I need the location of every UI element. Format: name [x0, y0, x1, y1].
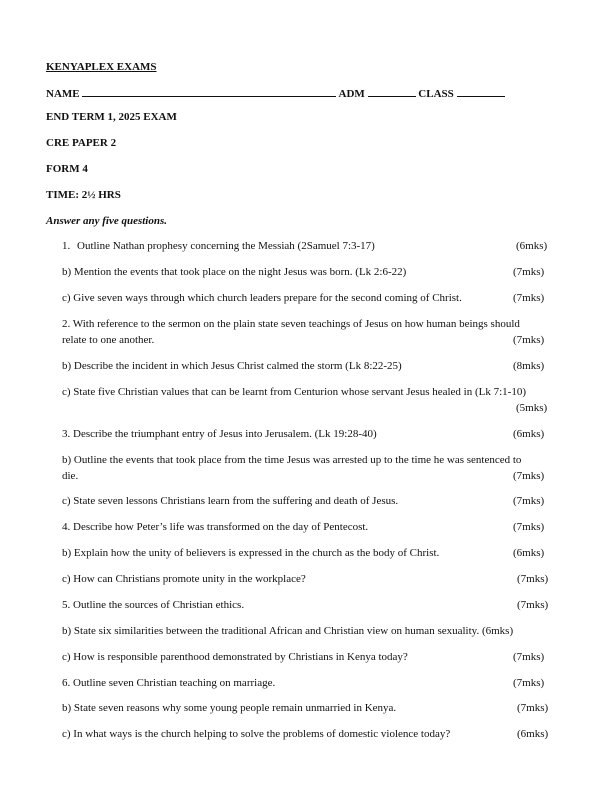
- question-item: c) How is responsible parenthood demonstrated by Christians in Kenya today?: [62, 651, 408, 663]
- question-marks: (7mks): [513, 677, 545, 689]
- question-marks: (7mks): [517, 573, 549, 585]
- question-item: b) Outline the events that took place from the time Jesus was arrested up to the time he was sentenced to: [62, 454, 522, 466]
- question-item: b) Mention the events that took place on the night Jesus was born. (Lk 2:6-22): [62, 266, 407, 278]
- question-marks: (6mks): [513, 547, 545, 559]
- class-field[interactable]: [457, 87, 505, 97]
- question-item: 5. Outline the sources of Christian ethics.: [62, 599, 245, 611]
- question-marks: (7mks): [513, 470, 545, 482]
- name-field[interactable]: [82, 87, 336, 97]
- question-item: c) State five Christian values that can be learnt from Centurion whose servant Jesus healed in (Lk 7:1-10): [62, 386, 527, 398]
- question-item: [62, 240, 375, 253]
- question-item: b) Describe the incident in which Jesus Christ calmed the storm (Lk 8:22-25): [62, 360, 402, 372]
- question-item: c) Give seven ways through which church leaders prepare for the second coming of Christ.: [62, 292, 462, 304]
- time-label: TIME: 2½ HRS: [46, 189, 121, 201]
- question-marks: (8mks): [513, 360, 545, 372]
- question-item: b) State seven reasons why some young people remain unmarried in Kenya.: [62, 702, 397, 714]
- question-item-continued: relate to one another.: [62, 334, 155, 346]
- question-item: c) State seven lessons Christians learn from the suffering and death of Jesus.: [62, 495, 399, 507]
- question-item-continued: die.: [62, 470, 79, 482]
- question-number: 1.: [62, 240, 71, 252]
- question-item: c) In what ways is the church helping to solve the problems of domestic violence today?: [62, 728, 451, 740]
- adm-label: ADM: [338, 88, 365, 100]
- question-text: b) State six similarities between the traditional African and Christian view on human sexuality.: [62, 625, 480, 637]
- question-marks: (6mks): [517, 728, 549, 740]
- question-marks: (6mks): [513, 428, 545, 440]
- paper-title: CRE PAPER 2: [46, 137, 117, 149]
- question-item: c) How can Christians promote unity in the workplace?: [62, 573, 306, 585]
- question-item: [62, 625, 513, 638]
- question-item: 6. Outline seven Christian teaching on marriage.: [62, 677, 276, 689]
- form-label: FORM 4: [46, 163, 88, 175]
- question-item: 2. With reference to the sermon on the plain state seven teachings of Jesus on how human beings should: [62, 318, 520, 330]
- question-text: Outline Nathan prophesy concerning the Messiah (2Samuel 7:3-17): [77, 240, 375, 252]
- question-item: 4. Describe how Peter’s life was transformed on the day of Pentecost.: [62, 521, 369, 533]
- question-marks: (7mks): [517, 599, 549, 611]
- question-marks: (7mks): [513, 651, 545, 663]
- student-info-line: [46, 87, 505, 101]
- class-label: CLASS: [418, 88, 454, 100]
- question-marks: (7mks): [513, 521, 545, 533]
- question-marks: (5mks): [516, 402, 548, 414]
- question-item: 3. Describe the triumphant entry of Jesus into Jerusalem. (Lk 19:28-40): [62, 428, 377, 440]
- question-marks: (7mks): [513, 292, 545, 304]
- question-marks: (7mks): [513, 266, 545, 278]
- question-marks: (7mks): [513, 334, 545, 346]
- adm-field[interactable]: [368, 87, 416, 97]
- question-marks: (6mks): [481, 625, 514, 637]
- exam-title: END TERM 1, 2025 EXAM: [46, 111, 177, 123]
- school-name: KENYAPLEX EXAMS: [46, 61, 157, 73]
- question-marks: (6mks): [516, 240, 548, 252]
- question-marks: (7mks): [513, 495, 545, 507]
- question-marks: (7mks): [517, 702, 549, 714]
- name-label: NAME: [46, 88, 80, 100]
- question-item: b) Explain how the unity of believers is expressed in the church as the body of Christ.: [62, 547, 440, 559]
- instructions: Answer any five questions.: [46, 215, 168, 227]
